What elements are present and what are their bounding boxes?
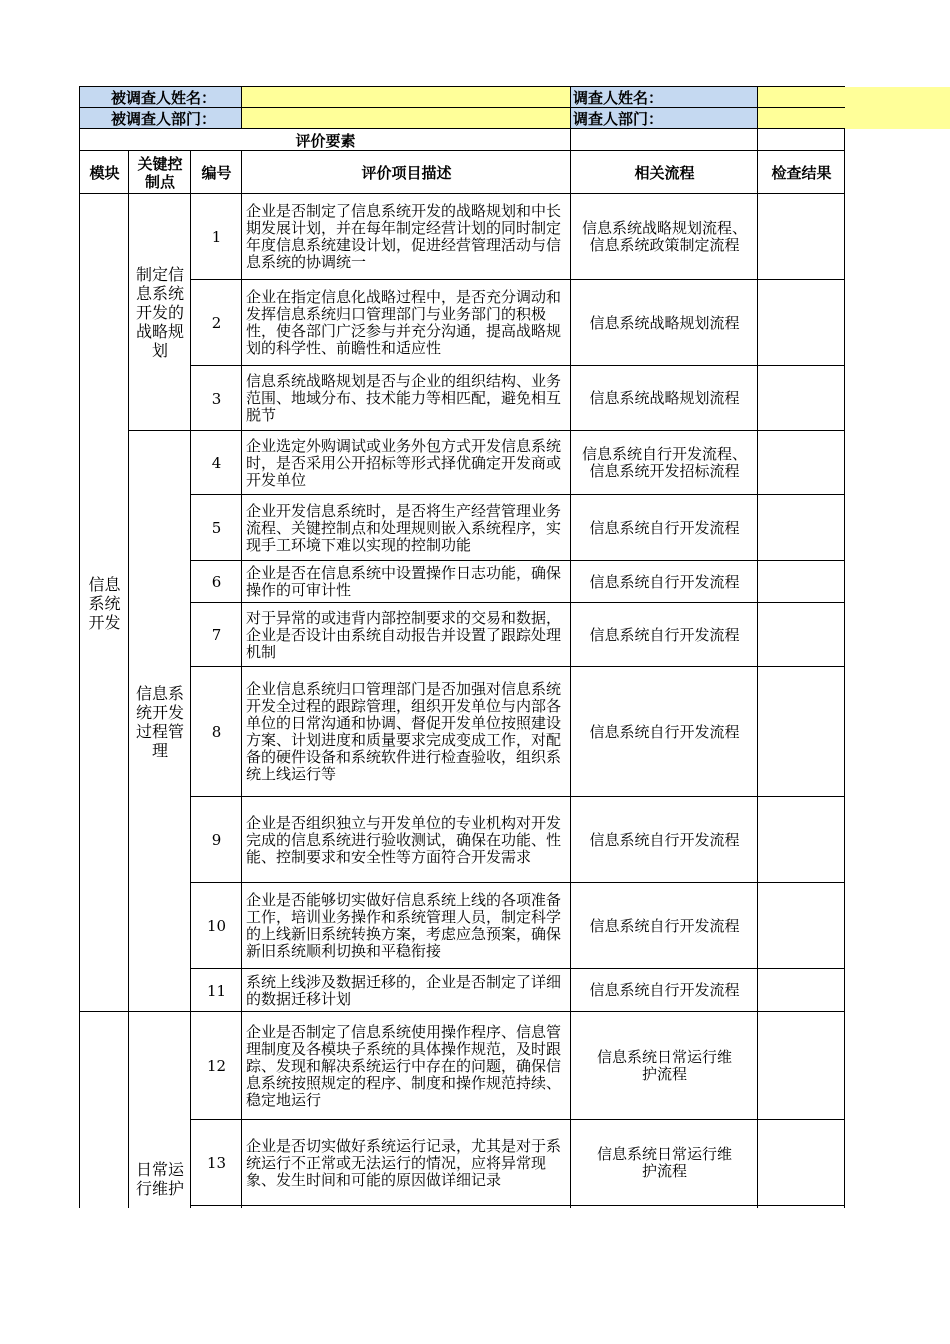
row-description: 企业是否制定了信息系统使用操作程序、信息管理制度及各模块子系统的具体操作规范，及时跟踪、发现和解决系统运行中存在的问题，确保信息系统按照规定的程序、制度和操作规范持续、稳定地运行 xyxy=(246,1022,562,1109)
eval-elements-header: 评价要素 xyxy=(295,131,356,150)
investigator-dept-label: 调查人部门： xyxy=(571,108,758,129)
row-result[interactable] xyxy=(758,797,845,883)
row-result[interactable] xyxy=(758,280,845,366)
row-result[interactable] xyxy=(758,1012,845,1120)
grid-line xyxy=(190,560,845,561)
col-module-header: 模块 xyxy=(89,164,120,182)
grid-line xyxy=(190,796,845,797)
respondent-dept-label: 被调查人部门： xyxy=(80,108,242,129)
module-dev: 信息系统开发 xyxy=(88,574,121,632)
row-result[interactable] xyxy=(758,366,845,431)
row-process: 信息系统自行开发流程 xyxy=(589,722,740,741)
row-process: 信息系统自行开发流程 xyxy=(589,625,740,644)
row-number: 12 xyxy=(206,1057,227,1075)
grid-line xyxy=(190,494,845,495)
grid-line xyxy=(190,1205,845,1206)
row-result[interactable] xyxy=(758,1120,845,1206)
keypoint-daily-ops: 日常运行维护 xyxy=(135,1160,184,1198)
col-result-header: 检查结果 xyxy=(771,164,832,182)
row-process: 信息系统日常运行维护流程 xyxy=(596,1145,732,1180)
grid-line xyxy=(79,86,80,1208)
row-number: 13 xyxy=(206,1154,227,1172)
row-description: 信息系统战略规划是否与企业的组织结构、业务范围、地域分布、技术能力等相匹配，避免相互脱节 xyxy=(246,372,562,424)
investigator-name-field[interactable] xyxy=(758,87,950,108)
grid-line xyxy=(190,602,845,603)
row-description: 企业选定外购调试或业务外包方式开发信息系统时，是否采用公开招标等形式择优确定开发商或开发单位 xyxy=(246,436,562,489)
row-description: 企业是否组织独立与开发单位的专业机构对开发完成的信息系统进行验收测试，确保在功能、性能、控制要求和安全性等方面符合开发需求 xyxy=(246,813,562,866)
row-description: 企业是否在信息系统中设置操作日志功能，确保操作的可审计性 xyxy=(246,564,562,599)
module-ops xyxy=(80,1012,129,1208)
row-number: 7 xyxy=(211,626,222,644)
row-description: 企业是否能够切实做好信息系统上线的各项准备工作，培训业务操作和系统管理人员，制定科学的上线新旧系统转换方案，考虑应急预案，确保新旧系统顺利切换和平稳衔接 xyxy=(246,891,562,960)
row-result[interactable] xyxy=(758,431,845,495)
keypoint-process-mgmt: 信息系统开发过程管理 xyxy=(135,683,184,760)
row-process: 信息系统自行开发流程 xyxy=(589,916,740,935)
investigator-dept-field[interactable] xyxy=(758,108,950,129)
grid-line xyxy=(570,86,571,1208)
respondent-name-field[interactable] xyxy=(242,87,571,108)
keypoint-strategy: 制定信息系统开发的战略规划 xyxy=(135,265,184,360)
investigator-name-label: 调查人姓名： xyxy=(571,87,758,108)
col-number-header: 编号 xyxy=(201,164,232,182)
respondent-name-label: 被调查人姓名： xyxy=(80,87,242,108)
grid-line xyxy=(128,430,845,431)
grid-line xyxy=(190,968,845,969)
row-result[interactable] xyxy=(758,603,845,667)
row-result[interactable] xyxy=(758,667,845,797)
grid-line xyxy=(79,193,845,194)
row-result[interactable] xyxy=(758,883,845,969)
row-process: 信息系统日常运行维护流程 xyxy=(596,1048,732,1083)
row-process: 信息系统战略规划流程 xyxy=(589,389,740,407)
row-result[interactable] xyxy=(758,969,845,1012)
row-process: 信息系统自行开发流程 xyxy=(589,830,740,849)
col-process-header: 相关流程 xyxy=(634,164,695,182)
row-process: 信息系统战略规划流程 xyxy=(589,313,740,332)
row-description: 对于异常的或违背内部控制要求的交易和数据，企业是否设计由系统自动报告并设置了跟踪处理机制 xyxy=(246,608,562,661)
row-number: 10 xyxy=(206,917,227,935)
grid-line xyxy=(190,279,845,280)
row-process: 信息系统自行开发流程 xyxy=(589,981,740,999)
grid-line xyxy=(241,86,242,129)
row-process: 信息系统战略规划流程、信息系统政策制定流程 xyxy=(581,219,747,254)
row-number: 11 xyxy=(206,981,227,1000)
row-number: 4 xyxy=(211,454,222,472)
row-description: 企业是否切实做好系统运行记录，尤其是对于系统运行不正常或无法运行的情况，应将异常现象、发生时间和可能的原因做详细记录 xyxy=(246,1136,562,1189)
grid-line xyxy=(190,365,845,366)
grid-line xyxy=(757,86,758,1208)
grid-line xyxy=(79,128,845,129)
col-keypoint-header: 关键控制点 xyxy=(137,154,183,191)
row-description: 企业是否制定了信息系统开发的战略规划和中长期发展计划，并在每年制定经营计划的同时制定年度信息系统建设计划，促进经营管理活动与信息系统的协调统一 xyxy=(246,202,562,271)
grid-line xyxy=(128,150,129,1208)
row-result[interactable] xyxy=(758,561,845,603)
row-number: 6 xyxy=(211,573,222,591)
grid-line xyxy=(190,150,191,1208)
row-result[interactable] xyxy=(758,194,845,280)
row-description: 企业信息系统归口管理部门是否加强对信息系统开发全过程的跟踪管理，组织开发单位与内部各单位的日常沟通和协调、督促开发单位按照建设方案、计划进度和质量要求完成变成工作，对配备的硬件设备和系统软件进行检查验收，组织系统上线运行等 xyxy=(246,680,562,783)
row-description: 企业开发信息系统时，是否将生产经营管理业务流程、关键控制点和处理规则嵌入系统程序，实现手工环境下难以实现的控制功能 xyxy=(246,501,562,554)
grid-line xyxy=(79,86,845,87)
grid-line xyxy=(79,107,845,108)
row-number: 2 xyxy=(211,314,222,332)
row-result[interactable] xyxy=(758,495,845,561)
grid-line xyxy=(190,1119,845,1120)
grid-line xyxy=(241,150,242,1208)
row-description: 系统上线涉及数据迁移的，企业是否制定了详细的数据迁移计划 xyxy=(246,972,562,1008)
row-number: 9 xyxy=(211,831,222,849)
row-process: 信息系统自行开发流程 xyxy=(589,518,740,537)
col-description-header: 评价项目描述 xyxy=(361,164,452,182)
grid-line xyxy=(190,666,845,667)
row-process: 信息系统自行开发流程、信息系统开发招标流程 xyxy=(581,445,747,480)
row-number: 8 xyxy=(211,723,222,741)
row-description: 企业在指定信息化战略过程中，是否充分调动和发挥信息系统归口管理部门与业务部门的积极性，使各部门广泛参与并充分沟通，提高战略规划的科学性、前瞻性和适应性 xyxy=(246,288,562,357)
grid-line xyxy=(79,1011,845,1012)
row-number: 1 xyxy=(211,228,222,246)
respondent-dept-field[interactable] xyxy=(242,108,571,129)
row-process: 信息系统自行开发流程 xyxy=(589,572,740,591)
grid-line xyxy=(190,882,845,883)
row-number: 5 xyxy=(211,519,222,537)
grid-line xyxy=(844,128,845,1208)
row-number: 3 xyxy=(211,389,222,408)
grid-line xyxy=(79,150,845,151)
